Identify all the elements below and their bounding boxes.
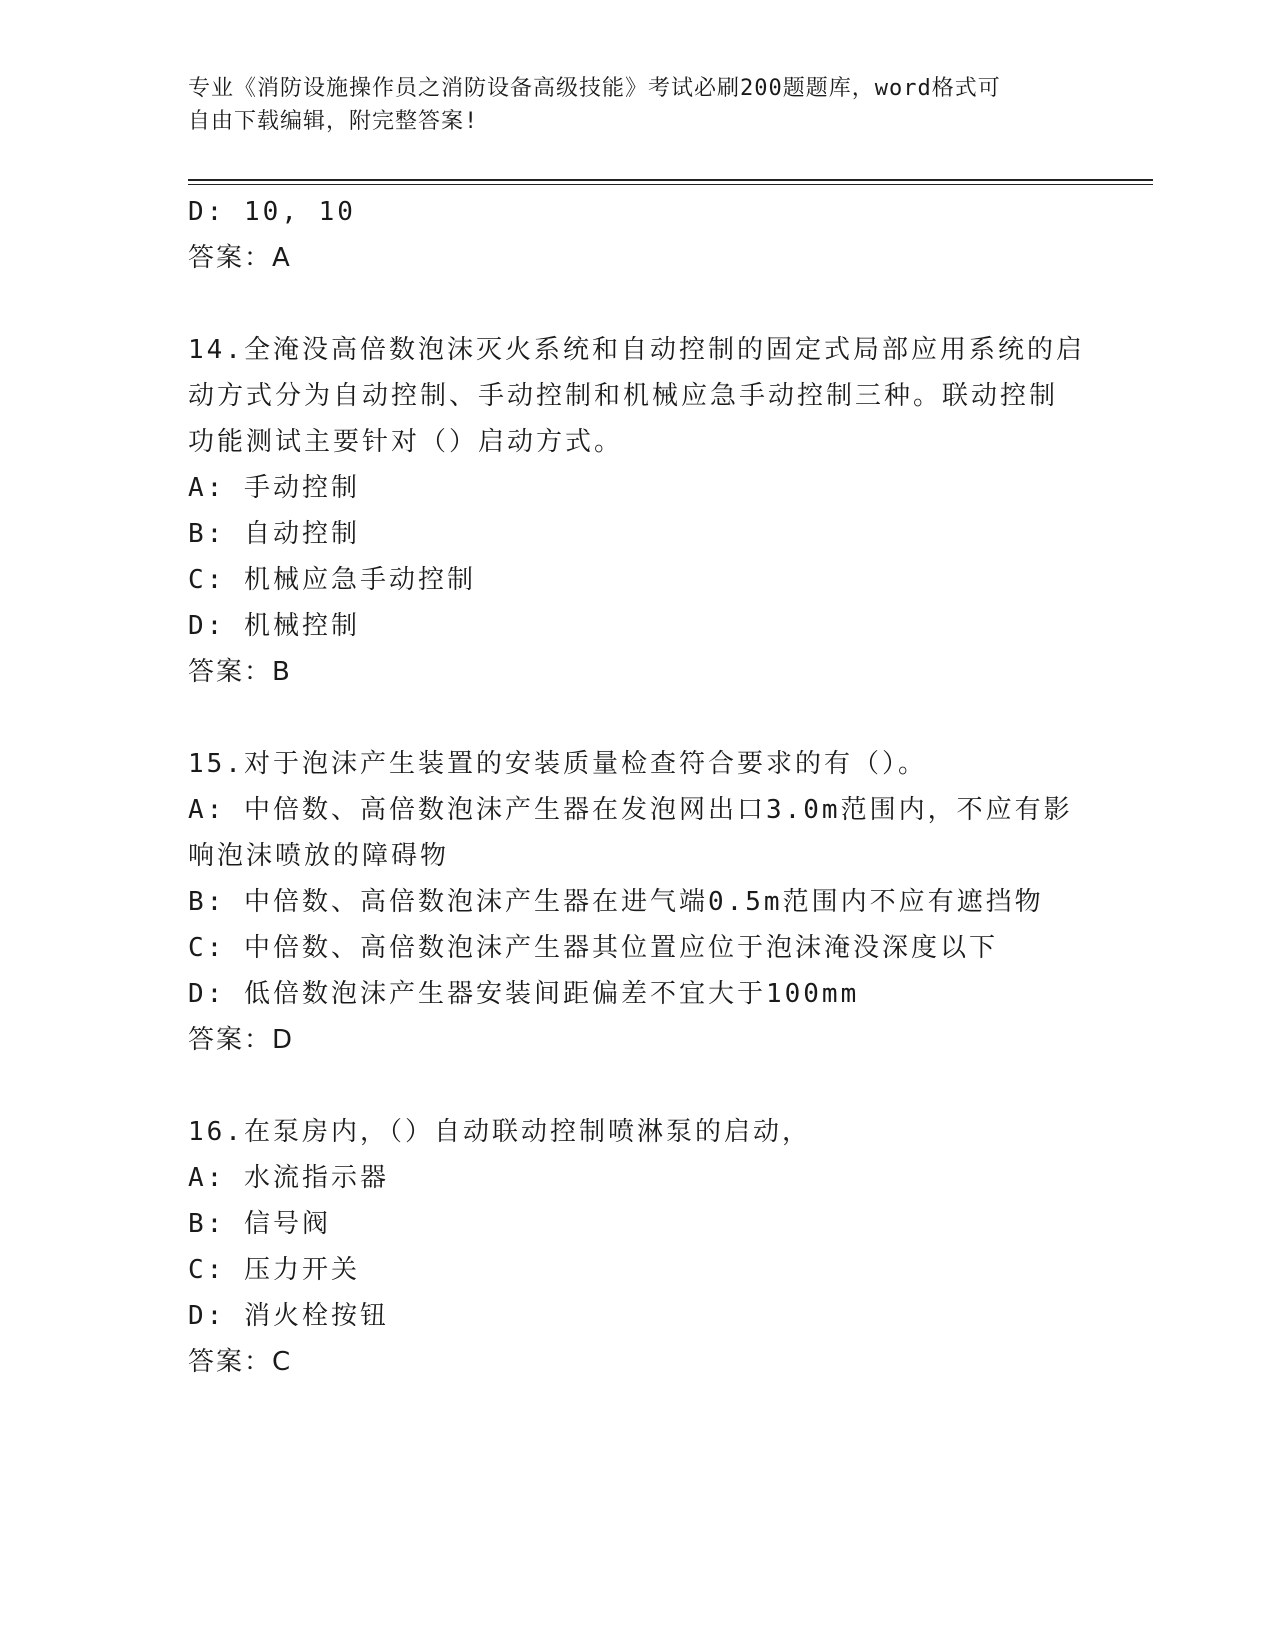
spacer — [188, 695, 1088, 741]
question-14 — [188, 327, 1088, 695]
option-d: D: 机械控制 — [188, 611, 360, 641]
option-b: B: 中倍数、高倍数泡沫产生器在进气端0.5m范围内不应有遮挡物 — [188, 887, 1044, 917]
spacer — [188, 281, 1088, 327]
question-list — [188, 189, 1088, 1385]
spacer — [188, 1063, 1088, 1109]
option-a: A: 水流指示器 — [188, 1163, 389, 1193]
option-d: D: 低倍数泡沫产生器安装间距偏差不宜大于100mm — [188, 979, 860, 1009]
header-divider-thin — [188, 184, 1153, 185]
option-c: C: 压力开关 — [188, 1255, 360, 1285]
question-16 — [188, 1109, 1088, 1385]
option-d: D: 10, 10 — [188, 197, 356, 227]
question-stem: 动方式分为自动控制、手动控制和机械应急手动控制三种。联动控制 — [188, 381, 1059, 411]
answer: 答案：C — [188, 1347, 293, 1377]
option-c: C: 机械应急手动控制 — [188, 565, 476, 595]
answer: 答案：B — [188, 657, 292, 687]
header-divider-thick — [188, 179, 1153, 181]
question-stem: 16.在泵房内，（）自动联动控制喷淋泵的启动， — [188, 1117, 811, 1147]
question-15 — [188, 741, 1088, 1063]
option-c: C: 中倍数、高倍数泡沫产生器其位置应位于泡沫淹没深度以下 — [188, 933, 998, 963]
answer: 答案：D — [188, 1025, 295, 1055]
answer: 答案：A — [188, 243, 292, 273]
question-stem: 14.全淹没高倍数泡沫灭火系统和自动控制的固定式局部应用系统的启 — [188, 335, 1085, 365]
header-line-1: 专业《消防设施操作员之消防设备高级技能》考试必刷200题题库，word格式可 — [188, 76, 1001, 101]
option-b: B: 信号阀 — [188, 1209, 331, 1239]
option-d: D: 消火栓按钮 — [188, 1301, 389, 1331]
question-stem: 15.对于泡沫产生装置的安装质量检查符合要求的有（）。 — [188, 749, 927, 779]
option-a-continued: 响泡沫喷放的障碍物 — [188, 841, 450, 871]
header-line-2: 自由下载编辑，附完整答案! — [188, 109, 479, 134]
document-header — [188, 72, 1088, 138]
question-stem: 功能测试主要针对（）启动方式。 — [188, 427, 624, 457]
option-b: B: 自动控制 — [188, 519, 360, 549]
option-a: A: 手动控制 — [188, 473, 360, 503]
question-13-tail — [188, 189, 1088, 281]
option-a: A: 中倍数、高倍数泡沫产生器在发泡网出口3.0m范围内，不应有影 — [188, 795, 1073, 825]
